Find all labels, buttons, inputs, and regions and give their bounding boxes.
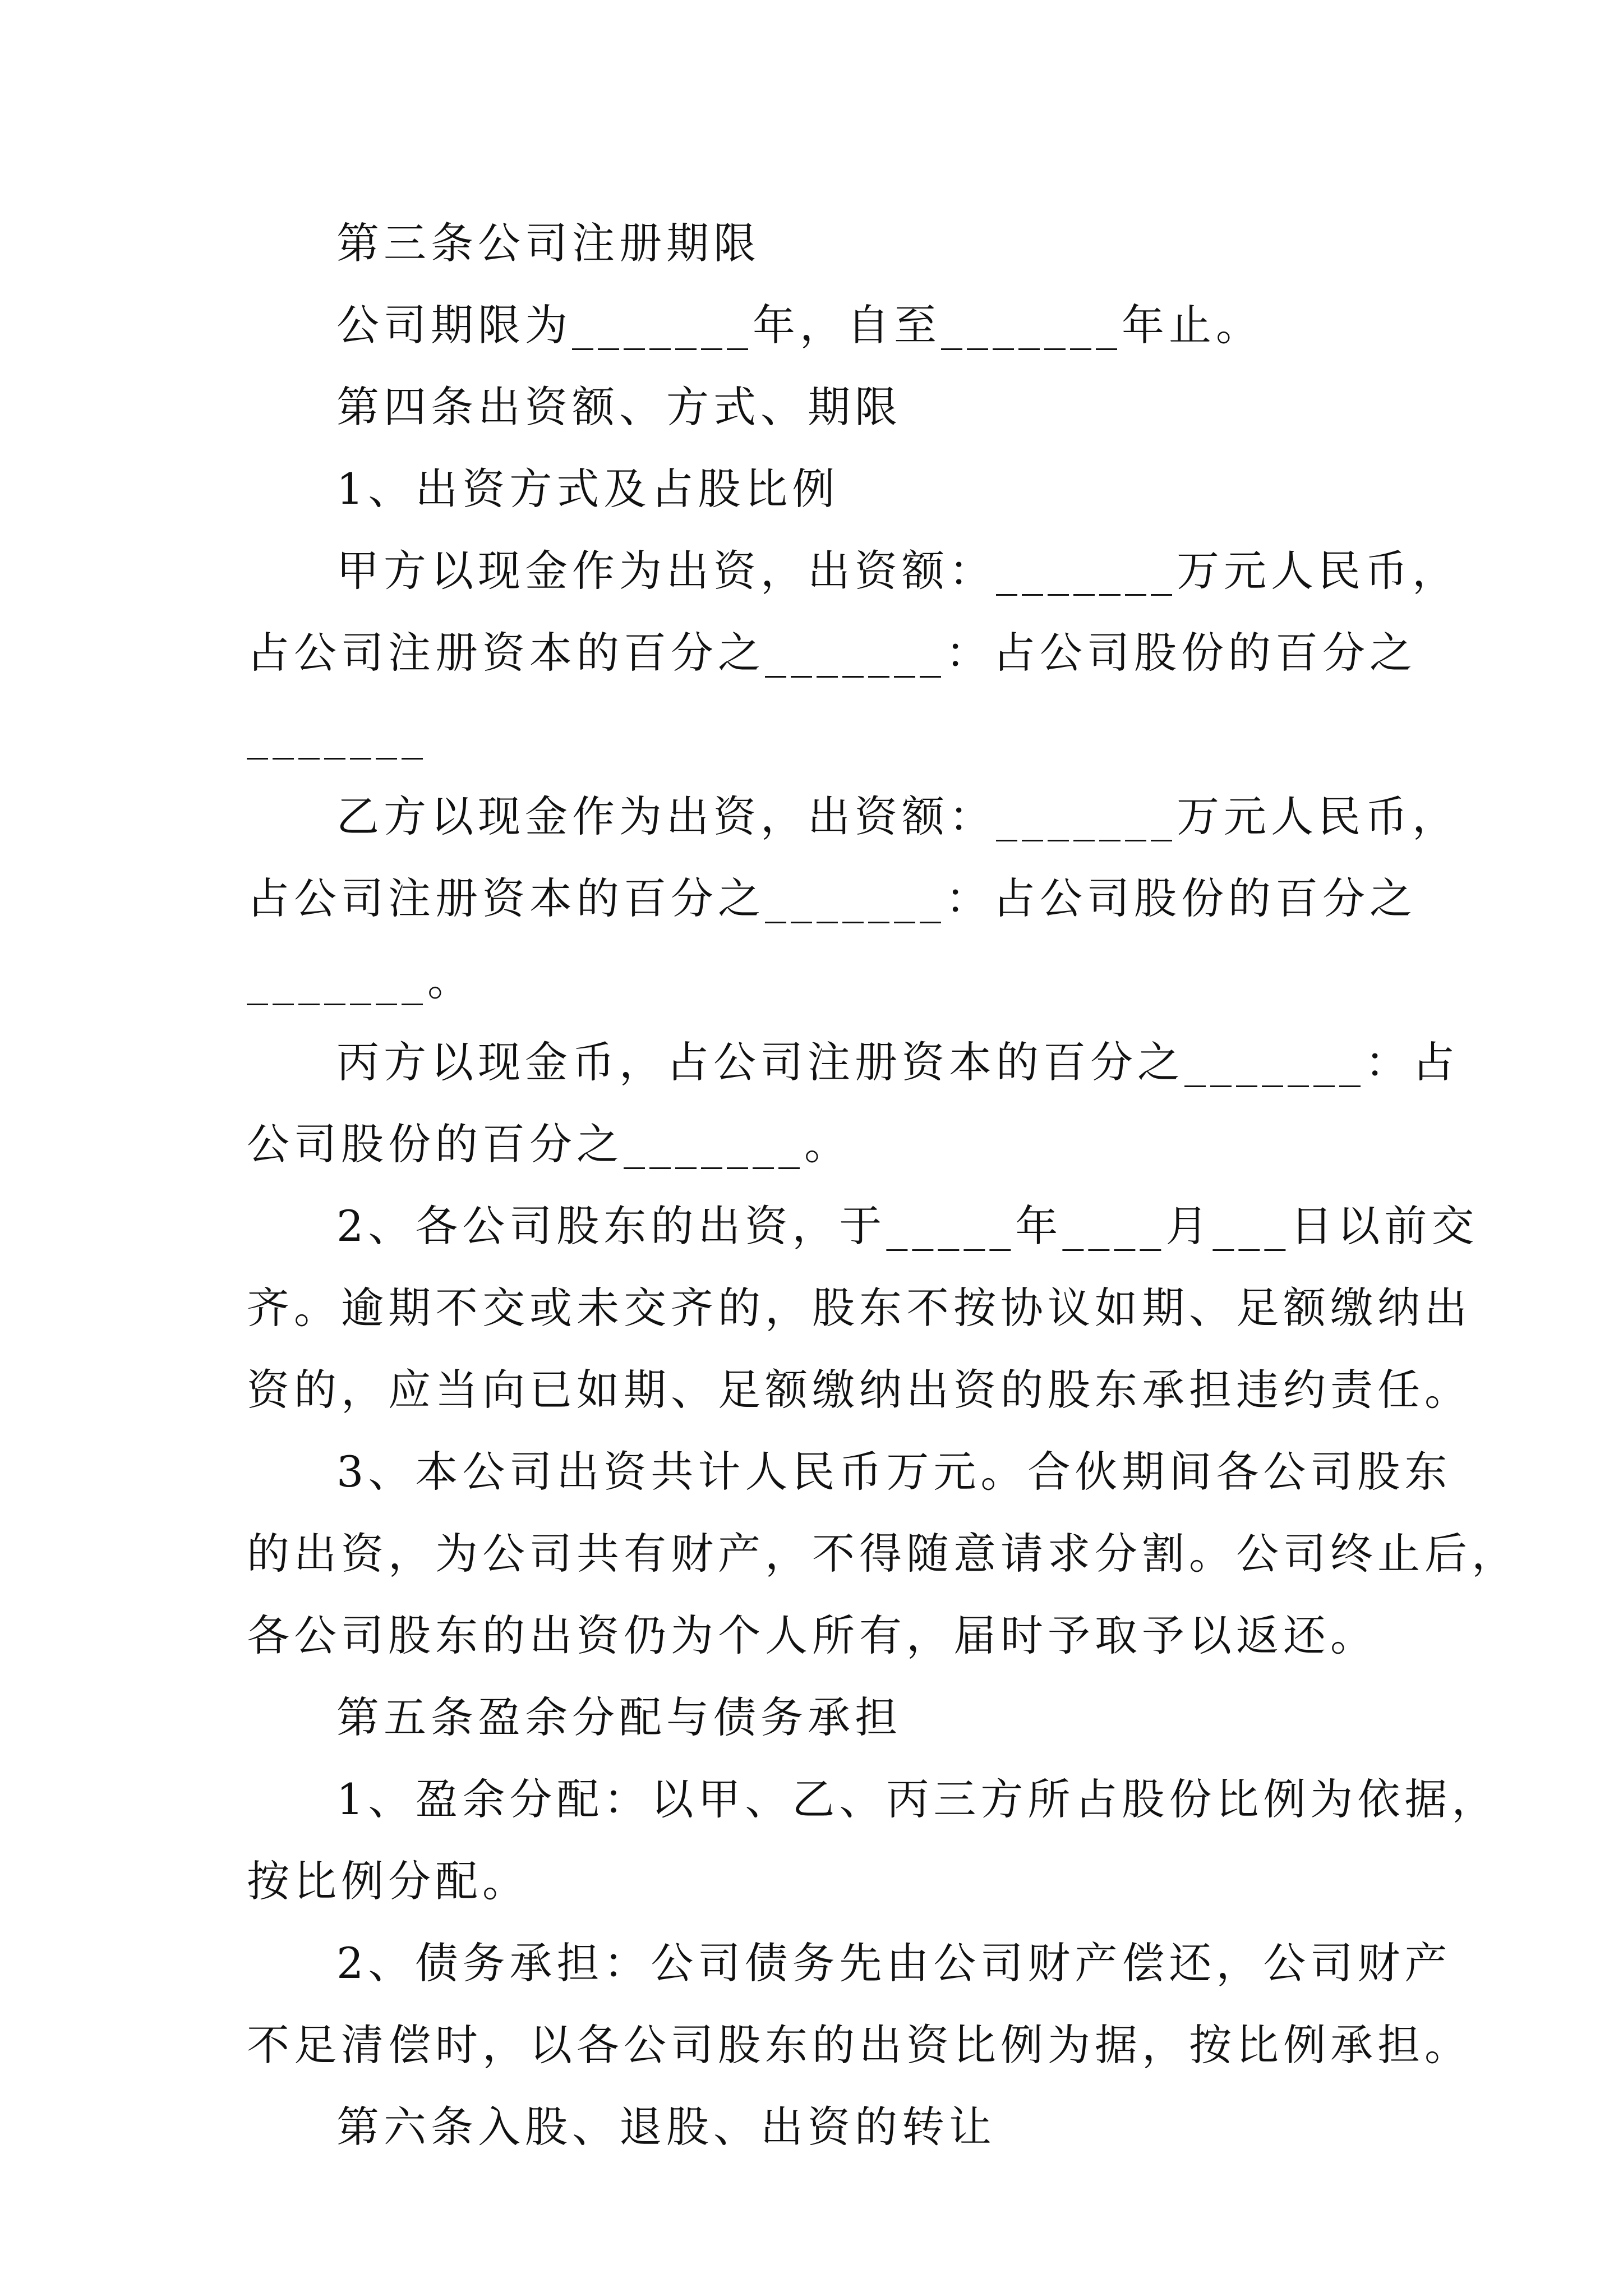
deadline-line-3: 资的，应当向已如期、足额缴纳出资的股东承担违约责任。 xyxy=(247,1365,1472,1415)
total-capital-line-3: 各公司股东的出资仍为个人所有，届时予取予以返还。 xyxy=(247,1611,1377,1660)
article-5-heading: 第五条盈余分配与债务承担 xyxy=(336,1692,902,1742)
contribution-method-subheading: 1、出资方式及占股比例 xyxy=(336,464,840,514)
party-b-line-1: 乙方以现金作为出资，出资额：_______万元人民币， xyxy=(336,792,1459,841)
party-b-line-3: _______。 xyxy=(247,955,474,1005)
party-b-line-2: 占公司注册资本的百分之_______：占公司股份的百分之 xyxy=(247,873,1417,923)
party-a-line-1: 甲方以现金作为出资，出资额：_______万元人民币， xyxy=(336,546,1459,596)
deadline-line-2: 齐。逾期不交或未交齐的，股东不按协议如期、足额缴纳出 xyxy=(247,1283,1472,1333)
article-6-heading: 第六条入股、退股、出资的转让 xyxy=(336,2102,996,2152)
debt-line-2: 不足清偿时，以各公司股东的出资比例为据，按比例承担。 xyxy=(247,2020,1472,2070)
party-a-line-3: _______ xyxy=(247,710,427,760)
article-3-heading: 第三条公司注册期限 xyxy=(336,218,760,268)
profit-line-2: 按比例分配。 xyxy=(247,1856,529,1906)
total-capital-line-2: 的出资，为公司共有财产，不得随意请求分割。公司终止后， xyxy=(247,1529,1519,1579)
total-capital-line-1: 3、本公司出资共计人民币万元。合伙期间各公司股东 xyxy=(336,1447,1452,1497)
deadline-line-1: 2、各公司股东的出资，于_____年____月___日以前交 xyxy=(336,1201,1479,1251)
profit-line-1: 1、盈余分配：以甲、乙、丙三方所占股份比例为依据， xyxy=(336,1774,1499,1824)
party-c-line-2: 公司股份的百分之_______。 xyxy=(247,1119,851,1169)
term-paragraph: 公司期限为_______年，自至_______年止。 xyxy=(336,300,1263,350)
debt-line-1: 2、债务承担：公司债务先由公司财产偿还，公司财产 xyxy=(336,1938,1452,1988)
party-a-line-2: 占公司注册资本的百分之_______：占公司股份的百分之 xyxy=(247,628,1417,678)
party-c-line-1: 丙方以现金币，占公司注册资本的百分之_______：占 xyxy=(336,1037,1459,1087)
article-4-heading: 第四条出资额、方式、期限 xyxy=(336,382,902,432)
